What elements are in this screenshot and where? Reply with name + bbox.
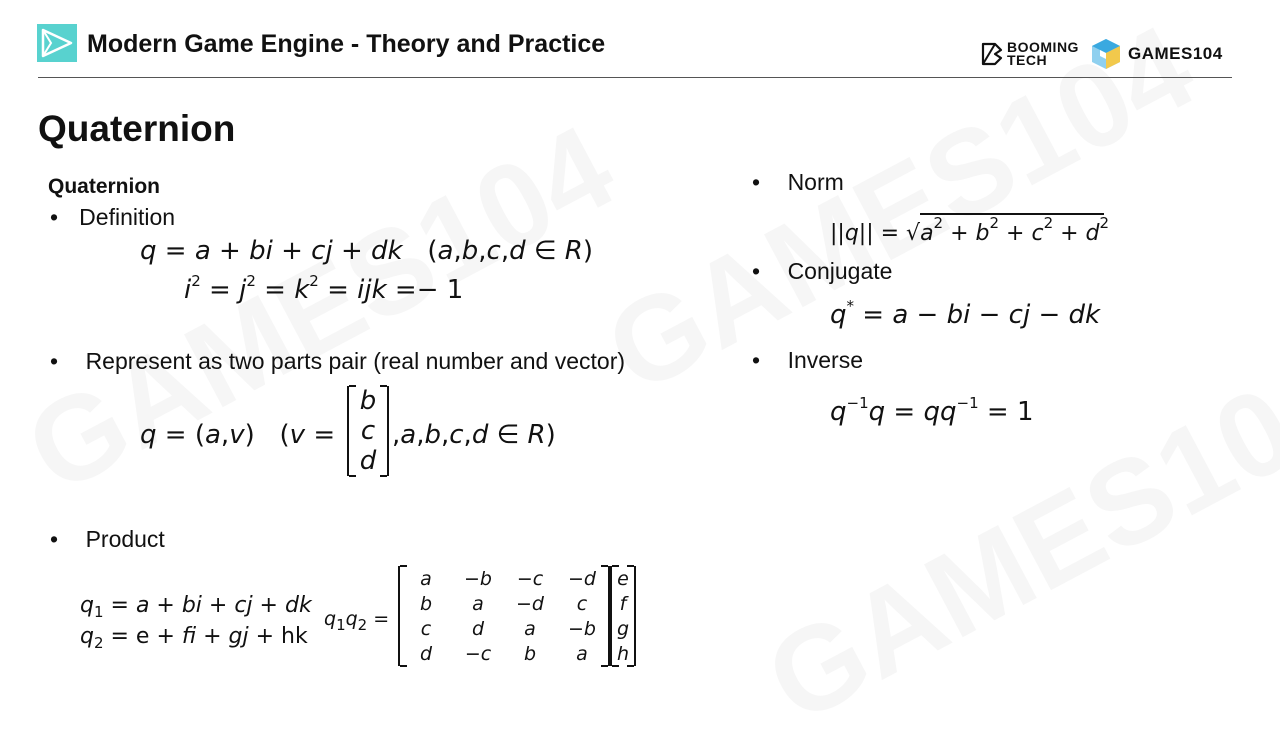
matrix-cell: c <box>576 592 588 615</box>
vector-cell: g <box>616 617 630 640</box>
matrix-cell: −d <box>516 592 544 615</box>
bullet-definition: • Definition <box>50 204 176 230</box>
bullet-product-label: Product <box>85 526 165 552</box>
bullet-conjugate: • Conjugate <box>752 258 893 284</box>
matrix-cell: −b <box>464 567 492 590</box>
watermark <box>5 98 635 520</box>
cube-icon <box>1090 37 1122 71</box>
inverse-formula: $q^{-1}q = qq^{-1} = 1$ <box>830 394 1034 427</box>
vector-cell: h <box>616 642 630 665</box>
slide-title: Quaternion <box>38 108 236 149</box>
bullet-inverse: • Inverse <box>752 347 863 373</box>
matrix-cell: d <box>471 617 485 640</box>
q2-formula: $q_2 = e$ + fi + gj + hk <box>80 624 308 652</box>
product-vector <box>610 566 636 666</box>
matrix-cell: −c <box>464 642 492 665</box>
matrix-cell: b <box>523 642 537 665</box>
q1q2-label: $q_1q_2$ = <box>324 608 390 634</box>
matrix-cell: a <box>524 617 536 640</box>
matrix-cell: d <box>419 642 433 665</box>
bullet-product: • Product <box>50 526 165 552</box>
vector-cell: f <box>619 592 627 615</box>
booming-line1: BOOMING <box>1007 39 1079 55</box>
matrix-cell: a <box>576 642 588 665</box>
matrix-cell: −c <box>516 567 544 590</box>
header-divider <box>38 77 1232 78</box>
sqrt-bar <box>920 213 1104 215</box>
matrix-cell: a <box>420 567 432 590</box>
vector-bcd: b c d <box>347 386 389 476</box>
imaginary-units-formula: $i^2 = j^2 = k^2$ = ijk =− 1 <box>184 272 464 305</box>
bullet-inverse-label: Inverse <box>787 347 863 373</box>
matrix-cell: −b <box>568 617 596 640</box>
games104-text: GAMES104 <box>1128 44 1223 63</box>
matrix-cell: c <box>420 617 432 640</box>
booming-tech-icon <box>980 41 1004 67</box>
definition-formula: q = a + bi + cj + dk (a,b,c,d ∈ R) <box>140 236 594 266</box>
q1-formula: $q_1 = a$ + bi + cj + dk <box>80 593 312 621</box>
presentation-logo-icon <box>37 24 77 62</box>
bullet-norm: • Norm <box>752 169 844 195</box>
product-matrix <box>398 566 610 666</box>
booming-line2: TECH <box>1007 52 1048 68</box>
section-label: Quaternion <box>48 175 161 198</box>
watermark <box>745 328 1280 750</box>
deck-title: Modern Game Engine - Theory and Practice <box>87 30 606 58</box>
matrix-cell: b <box>419 592 433 615</box>
norm-formula: $||q|| = √a^2 + b^2 + c^2 + d^2$ <box>830 214 1110 246</box>
bullet-definition-label: Definition <box>79 204 176 230</box>
bullet-represent: • Represent as two parts pair (real number and vector) <box>50 348 626 374</box>
matrix-cell: −d <box>568 567 596 590</box>
bullet-represent-label: Represent as two parts pair (real number and vector) <box>85 348 626 374</box>
games104-logo <box>1090 36 1223 72</box>
booming-tech-logo <box>980 36 1079 72</box>
bullet-norm-label: Norm <box>787 169 844 195</box>
bullet-conjugate-label: Conjugate <box>787 258 893 284</box>
pair-formula-left: q = (a,v) (v = <box>140 420 336 450</box>
matrix-cell: a <box>472 592 484 615</box>
conjugate-formula: q* = a − bi − cj − dk <box>830 297 1101 330</box>
pair-formula-right: ,a,b,c,d ∈ R) <box>392 420 556 450</box>
vector-cell: e <box>617 567 629 590</box>
